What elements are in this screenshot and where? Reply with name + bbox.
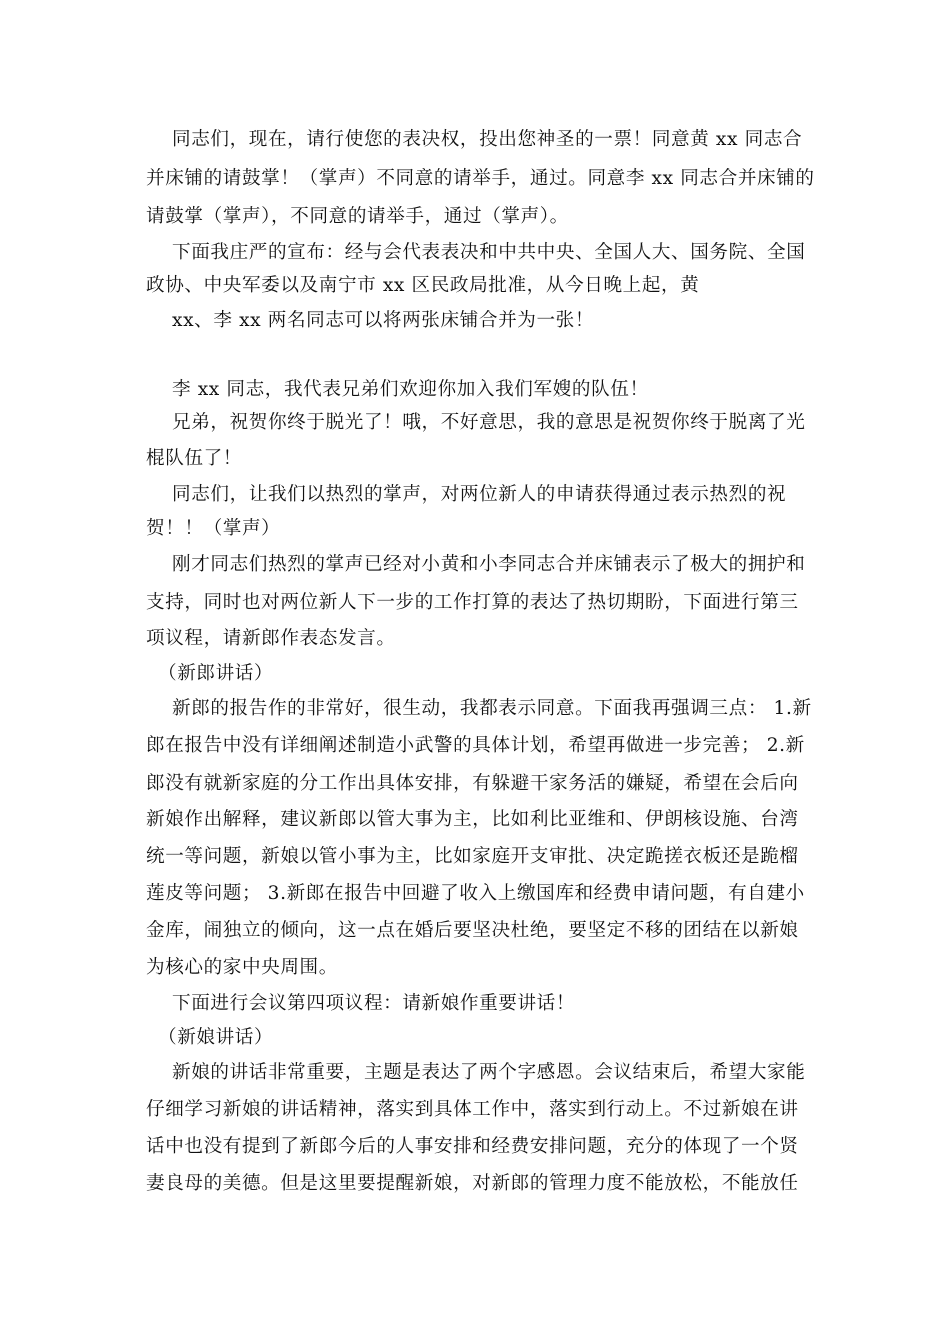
text-line-21: 莲皮等问题； 3.新郎在报告中回避了收入上缴国库和经费申请问题，有自建小 [146, 883, 805, 904]
text-line-8: 兄弟，祝贺你终于脱光了！哦，不好意思，我的意思是祝贺你终于脱离了光 [172, 412, 806, 433]
text-line-15: （新郎讲话） [158, 663, 274, 684]
text-line-28: 话中也没有提到了新郎今后的人事安排和经费安排问题，充分的体现了一个贤 [146, 1136, 799, 1157]
text-line-14: 项议程，请新郎作表态发言。 [146, 628, 396, 649]
text-line-1: 同志们，现在，请行使您的表决权，投出您神圣的一票！同意黄 xx 同志合 [172, 129, 803, 150]
text-line-2: 并床铺的请鼓掌！（掌声）不同意的请举手，通过。同意李 xx 同志合并床铺的 [146, 168, 815, 189]
text-line-13: 支持，同时也对两位新人下一步的工作打算的表达了热切期盼，下面进行第三 [146, 592, 799, 613]
text-line-26: 新娘的讲话非常重要，主题是表达了两个字感恩。会议结束后，希望大家能 [172, 1062, 806, 1083]
text-line-17: 郎在报告中没有详细阐述制造小武警的具体计划，希望再做进一步完善； 2.新 [146, 735, 805, 756]
text-line-7: 李 xx 同志，我代表兄弟们欢迎你加入我们军嫂的队伍！ [172, 379, 649, 400]
text-line-5: 政协、中央军委以及南宁市 xx 区民政局批准，从今日晚上起，黄 [146, 275, 700, 296]
text-line-19: 新娘作出解释，建议新郎以管大事为主，比如利比亚维和、伊朗核设施、台湾 [146, 809, 799, 830]
text-line-3: 请鼓掌（掌声），不同意的请举手，通过（掌声）。 [146, 206, 569, 227]
text-line-12: 刚才同志们热烈的掌声已经对小黄和小李同志合并床铺表示了极大的拥护和 [172, 554, 806, 575]
text-line-27: 仔细学习新娘的讲话精神，落实到具体工作中，落实到行动上。不过新娘在讲 [146, 1099, 799, 1120]
text-line-6: xx、李 xx 两名同志可以将两张床铺合并为一张！ [172, 310, 595, 331]
text-line-9: 棍队伍了！ [146, 448, 242, 469]
text-line-18: 郎没有就新家庭的分工作出具体安排，有躲避干家务活的嫌疑，希望在会后向 [146, 773, 799, 794]
text-line-25: （新娘讲话） [158, 1027, 274, 1048]
text-line-23: 为核心的家中央周围。 [146, 957, 338, 978]
text-line-24: 下面进行会议第四项议程：请新娘作重要讲话！ [172, 993, 576, 1014]
text-line-4: 下面我庄严的宣布：经与会代表表决和中共中央、全国人大、国务院、全国 [172, 242, 806, 263]
text-line-16: 新郎的报告作的非常好，很生动，我都表示同意。下面我再强调三点： 1.新 [172, 698, 812, 719]
text-line-22: 金库，闹独立的倾向，这一点在婚后要坚决杜绝，要坚定不移的团结在以新娘 [146, 920, 799, 941]
text-line-29: 妻良母的美德。但是这里要提醒新娘，对新郎的管理力度不能放松，不能放任 [146, 1173, 799, 1194]
text-line-10: 同志们，让我们以热烈的掌声，对两位新人的申请获得通过表示热烈的祝 [172, 484, 787, 505]
text-line-20: 统一等问题，新娘以管小事为主，比如家庭开支审批、决定跪搓衣板还是跪榴 [146, 846, 799, 867]
text-line-11: 贺！！（掌声） [146, 518, 281, 539]
